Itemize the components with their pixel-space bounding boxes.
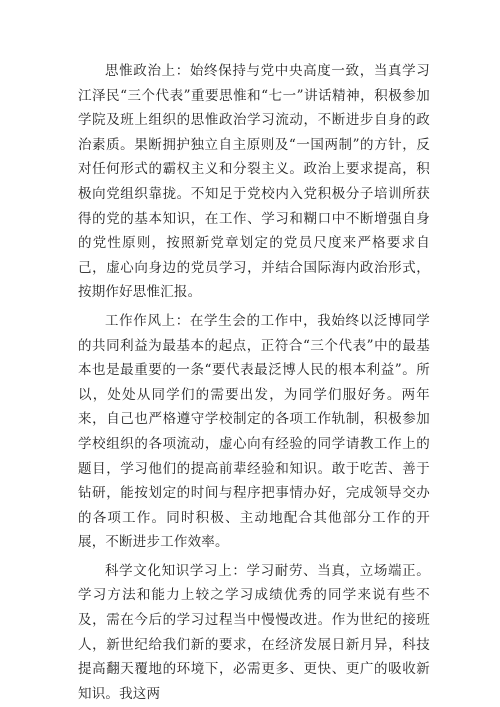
paragraph-political-thought: 思惟政治上：始终保持与党中央高度一致，当真学习江泽民“三个代表”重要思惟和“七一”讲话精神，积极参加学院及班上组织的思惟政治学习流动，不断进步自身的政治素质。果断拥护独立自主原则及“一国两制”的方针，反对任何形式的霸权主义和分裂主义。政治上要求提高，积极向党组织靠拢。不知足于党校内入党积极分子培训所获得的党的基本知识，在工作、学习和糊口中不断增强自身的党性原则，按照新党章划定的党员尺度来严格要求自己，虚心向身边的党员学习，并结合国际海内政治形式，按期作好思惟汇报。 (78, 63, 430, 301)
paragraph-work-style: 工作作风上：在学生会的工作中，我始终以泛博同学的共同利益为最基本的起点，正符合“三个代表”中的最基本也是最重要的一条“要代表最泛博人民的根本利益”。所以，处处从同学们的需要出发，为同学们服好务。两年来，自己也严格遵守学校制定的各项工作轨制，积极参加学校组织的各项流动，虚心向有经验的同学请教工作上的题目，学习他们的提高前辈经验和知识。敢于吃苦、善于钻研，能按划定的时间与程序把事情办好，完成领导交办的各项工作。同时积极、主动地配合其他部分工作的开展，不断进步工作效率。 (78, 312, 430, 551)
document-page (78, 59, 430, 706)
paragraph-science-culture-study: 科学文化知识学习上：学习耐劳、当真，立场端正。学习方法和能力上较之学习成绩优秀的同学来说有些不及，需在今后的学习过程当中慢慢改进。作为世纪的接班人，新世纪给我们新的要求，在经济发展日新月异，科技提高翻天覆地的环境下，必需更多、更快、更广的吸收新知识。我这两 (78, 562, 430, 702)
